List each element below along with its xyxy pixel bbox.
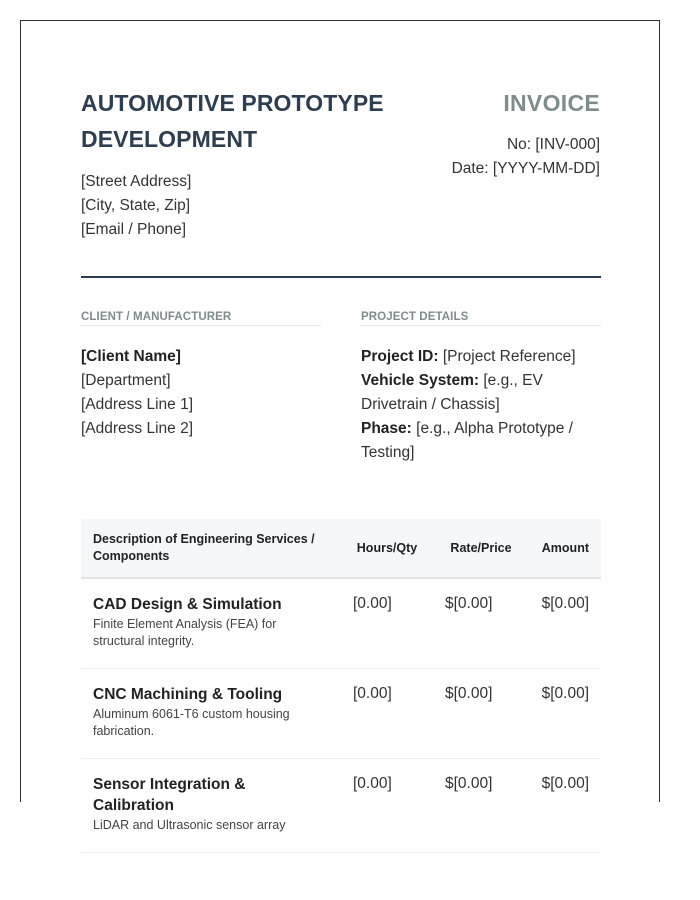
company-contact: [Email / Phone] <box>81 221 187 238</box>
header-divider <box>81 276 601 278</box>
header-hours: Hours/Qty <box>341 519 433 578</box>
project-section-label: PROJECT DETAILS <box>361 311 601 326</box>
project-id-value: [Project Reference] <box>442 348 576 365</box>
client-section-label: CLIENT / MANUFACTURER <box>81 311 321 326</box>
invoice-date: Date: [YYYY-MM-DD] <box>451 160 600 177</box>
invoice-title: INVOICE <box>503 90 600 116</box>
item-rate: $[0.00] <box>433 578 529 669</box>
invoice-number: No: [INV-000] <box>506 136 600 153</box>
item-description: Finite Element Analysis (FEA) for structural integrity. <box>93 617 277 648</box>
client-address-line-2: [Address Line 2] <box>81 420 194 437</box>
project-details <box>361 345 601 465</box>
item-amount: $[0.00] <box>529 669 601 759</box>
line-items-table <box>81 519 601 853</box>
item-amount: $[0.00] <box>529 759 601 853</box>
table-row <box>81 578 601 669</box>
header-description: Description of Engineering Services / Components <box>81 519 341 578</box>
table-header-row <box>81 519 601 578</box>
table-row <box>81 669 601 759</box>
item-title: Sensor Integration & Calibration <box>93 776 246 814</box>
invoice-page <box>20 20 660 832</box>
header-amount: Amount <box>529 519 601 578</box>
table-row <box>81 759 601 853</box>
row-description-cell <box>81 759 341 853</box>
company-city: [City, State, Zip] <box>81 197 191 214</box>
item-title: CNC Machining & Tooling <box>93 686 283 703</box>
phase-line <box>361 417 601 465</box>
client-department: [Department] <box>81 372 171 389</box>
phase-label: Phase: <box>361 420 412 437</box>
vehicle-system-line <box>361 369 601 417</box>
row-description-cell <box>81 669 341 759</box>
header-rate: Rate/Price <box>433 519 529 578</box>
item-description: Aluminum 6061-T6 custom housing fabrication. <box>93 707 290 738</box>
project-id-line <box>361 345 601 369</box>
vehicle-system-label: Vehicle System: <box>361 372 480 389</box>
row-description-cell <box>81 578 341 669</box>
item-description: LiDAR and Ultrasonic sensor array <box>93 818 286 832</box>
item-hours: [0.00] <box>341 759 433 853</box>
client-details <box>81 345 321 441</box>
company-name: AUTOMOTIVE PROTOTYPE DEVELOPMENT <box>81 90 384 152</box>
client-name: [Client Name] <box>81 348 181 365</box>
invoice-meta <box>450 133 600 181</box>
company-address <box>81 170 191 242</box>
vehicle-system-value: [e.g., EV Drivetrain / Chassis] <box>361 372 543 413</box>
project-id-label: Project ID: <box>361 348 439 365</box>
item-title: CAD Design & Simulation <box>93 596 282 613</box>
company-street: [Street Address] <box>81 173 192 190</box>
item-hours: [0.00] <box>341 578 433 669</box>
phase-value: [e.g., Alpha Prototype / Testing] <box>361 420 573 461</box>
item-hours: [0.00] <box>341 669 433 759</box>
item-rate: $[0.00] <box>433 669 529 759</box>
client-address-line-1: [Address Line 1] <box>81 396 194 413</box>
item-amount: $[0.00] <box>529 578 601 669</box>
item-rate: $[0.00] <box>433 759 529 853</box>
